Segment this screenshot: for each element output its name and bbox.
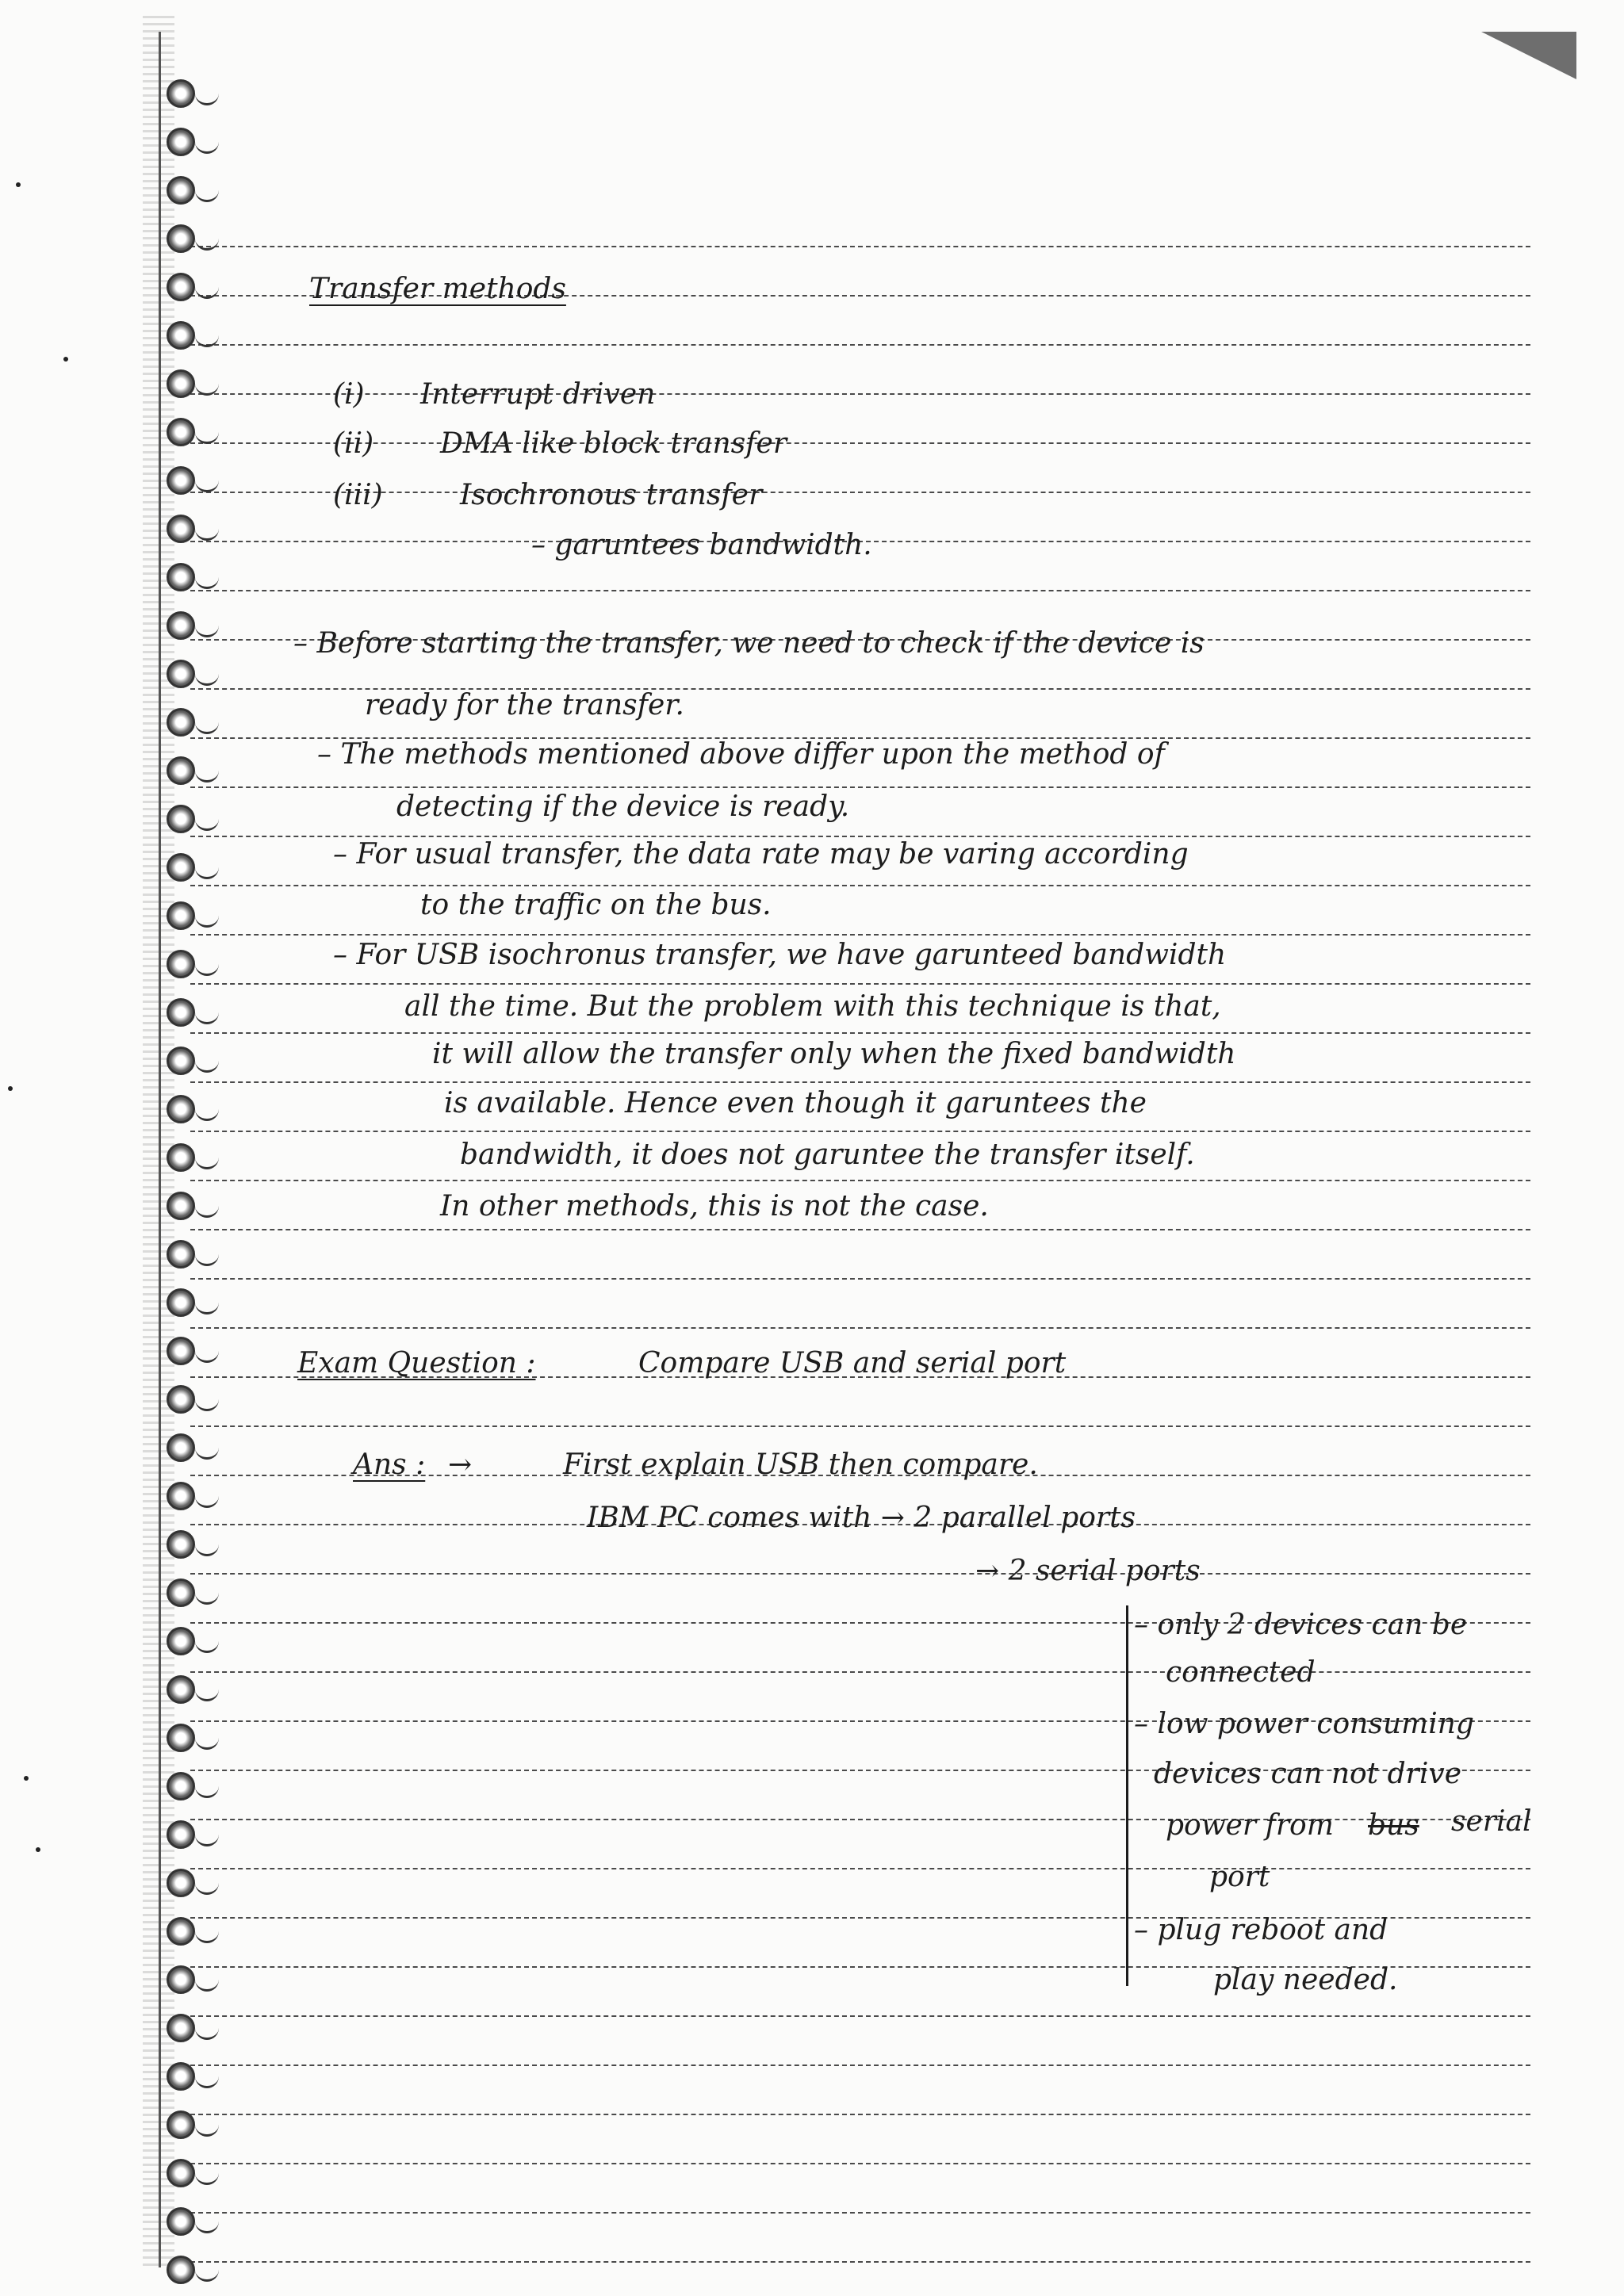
spiral-hook bbox=[195, 1446, 219, 1460]
serial-point: – only 2 devices can be bbox=[1134, 1609, 1468, 1641]
heading-transfer-methods: Transfer methods bbox=[309, 273, 566, 305]
scan-speck bbox=[36, 1847, 40, 1852]
serial-point: play needed. bbox=[1213, 1964, 1398, 1996]
answer-line: → 2 serial ports bbox=[975, 1555, 1201, 1587]
ruled-line bbox=[190, 2261, 1530, 2263]
ruled-line bbox=[190, 1425, 1530, 1427]
spiral-hook bbox=[195, 769, 219, 783]
spiral-hook bbox=[195, 1688, 219, 1701]
spiral-hook bbox=[195, 914, 219, 928]
spiral-hook bbox=[195, 2172, 219, 2185]
struck-word: bus bbox=[1368, 1809, 1419, 1842]
spiral-hook bbox=[195, 866, 219, 879]
spiral-hook bbox=[195, 672, 219, 686]
spiral-hole bbox=[167, 1288, 195, 1317]
ruled-line bbox=[190, 1278, 1530, 1280]
spiral-hook bbox=[195, 92, 219, 105]
spiral-hole bbox=[167, 321, 195, 350]
spiral-hook bbox=[195, 285, 219, 299]
note-line: – For USB isochronus transfer, we have garunteed bandwidth bbox=[333, 939, 1227, 971]
ruled-line bbox=[190, 246, 1530, 247]
method-text: DMA like block transfer bbox=[440, 427, 787, 460]
answer-label: Ans : bbox=[353, 1448, 426, 1481]
spiral-hole bbox=[167, 2159, 195, 2187]
spiral-hook bbox=[195, 189, 219, 202]
spiral-hook bbox=[195, 237, 219, 251]
note-line: In other methods, this is not the case. bbox=[440, 1190, 989, 1223]
ruled-line bbox=[190, 2064, 1530, 2066]
spiral-hook bbox=[195, 2123, 219, 2137]
spiral-hole bbox=[167, 1869, 195, 1897]
spiral-hole bbox=[167, 1385, 195, 1414]
answer-arrow: → bbox=[448, 1448, 473, 1481]
spiral-hole bbox=[167, 853, 195, 882]
spiral-hook bbox=[195, 1011, 219, 1024]
ruled-line bbox=[190, 885, 1530, 886]
method-text: Interrupt driven bbox=[420, 378, 656, 411]
ruled-line bbox=[190, 1327, 1530, 1329]
ruled-line bbox=[190, 983, 1530, 985]
note-line: – The methods mentioned above differ upon the method of bbox=[317, 738, 1165, 771]
spiral-hole bbox=[167, 2062, 195, 2091]
method-number: (i) bbox=[333, 378, 365, 411]
ruled-line bbox=[190, 1573, 1530, 1575]
serial-point: port bbox=[1209, 1861, 1270, 1893]
brace-line bbox=[1126, 1605, 1128, 1986]
spiral-hole bbox=[167, 1095, 195, 1123]
spiral-hole bbox=[167, 660, 195, 688]
note-line: to the traffic on the bus. bbox=[420, 889, 772, 921]
spiral-hook bbox=[195, 1059, 219, 1073]
spiral-hook bbox=[195, 1253, 219, 1266]
serial-point: connected bbox=[1166, 1656, 1316, 1689]
spiral-hook bbox=[195, 1543, 219, 1556]
spiral-hole bbox=[167, 176, 195, 205]
folded-corner bbox=[1481, 32, 1576, 79]
spiral-hole bbox=[167, 1240, 195, 1269]
note-line: – For usual transfer, the data rate may be varing according bbox=[333, 838, 1189, 871]
spiral-hole bbox=[167, 418, 195, 446]
spiral-hook bbox=[195, 721, 219, 734]
spiral-hole bbox=[167, 950, 195, 978]
spiral-hook bbox=[195, 1736, 219, 1750]
spiral-hook bbox=[195, 479, 219, 492]
exam-question-label: Exam Question : bbox=[297, 1347, 536, 1380]
spiral-hole bbox=[167, 1724, 195, 1752]
spiral-hole bbox=[167, 1482, 195, 1510]
serial-point: – low power consuming bbox=[1134, 1708, 1474, 1740]
ruled-line bbox=[190, 1131, 1530, 1132]
spiral-hole bbox=[167, 128, 195, 156]
answer-line: First explain USB then compare. bbox=[563, 1448, 1038, 1481]
spiral-hole bbox=[167, 466, 195, 495]
ruled-line bbox=[190, 934, 1530, 936]
note-line: bandwidth, it does not garuntee the transfer itself. bbox=[460, 1138, 1195, 1171]
spiral-hole bbox=[167, 515, 195, 543]
spiral-hook bbox=[195, 1204, 219, 1218]
spiral-hook bbox=[195, 1930, 219, 1943]
spiral-hole bbox=[167, 998, 195, 1027]
spiral-hole bbox=[167, 369, 195, 398]
margin-line bbox=[159, 32, 161, 2267]
ruled-line bbox=[190, 590, 1530, 591]
spiral-hook bbox=[195, 624, 219, 637]
scan-speck bbox=[16, 182, 21, 187]
spiral-hole bbox=[167, 611, 195, 640]
spiral-hole bbox=[167, 1965, 195, 1994]
spiral-hook bbox=[195, 1881, 219, 1895]
serial-point: power from bbox=[1166, 1809, 1334, 1842]
spiral-hole bbox=[167, 224, 195, 253]
serial-point: devices can not drive bbox=[1154, 1758, 1462, 1790]
ruled-line bbox=[190, 344, 1530, 346]
note-line: ready for the transfer. bbox=[365, 689, 684, 721]
note-line: all the time. But the problem with this technique is that, bbox=[404, 990, 1221, 1023]
ruled-line bbox=[190, 2114, 1530, 2115]
spiral-hole bbox=[167, 756, 195, 785]
spiral-hook bbox=[195, 1640, 219, 1653]
spiral-hole bbox=[167, 2256, 195, 2284]
spiral-hole bbox=[167, 1143, 195, 1172]
ruled-line bbox=[190, 1032, 1530, 1034]
spiral-hook bbox=[195, 527, 219, 541]
spiral-hook bbox=[195, 817, 219, 831]
spiral-hook bbox=[195, 1108, 219, 1121]
spiral-hole bbox=[167, 1530, 195, 1559]
method-subnote: – garuntees bandwidth. bbox=[531, 529, 872, 561]
ruled-line bbox=[190, 1081, 1530, 1083]
ruled-line bbox=[190, 836, 1530, 837]
spiral-hook bbox=[195, 1494, 219, 1508]
spiral-hole bbox=[167, 2110, 195, 2139]
scan-speck bbox=[63, 357, 68, 362]
method-number: (iii) bbox=[333, 479, 383, 511]
spiral-hook bbox=[195, 1591, 219, 1605]
method-text: Isochronous transfer bbox=[460, 479, 763, 511]
spiral-hole bbox=[167, 1627, 195, 1655]
scan-speck bbox=[24, 1776, 29, 1781]
spiral-hook bbox=[195, 576, 219, 589]
spiral-hook bbox=[195, 2075, 219, 2088]
spiral-hook bbox=[195, 140, 219, 154]
exam-question-text: Compare USB and serial port bbox=[638, 1347, 1067, 1380]
ruled-line bbox=[190, 2212, 1530, 2214]
spiral-hole bbox=[167, 563, 195, 591]
spiral-hook bbox=[195, 2026, 219, 2040]
spiral-hole bbox=[167, 1433, 195, 1462]
spiral-hole bbox=[167, 1192, 195, 1220]
ruled-line bbox=[190, 1671, 1530, 1673]
spiral-hole bbox=[167, 79, 195, 108]
spiral-hole bbox=[167, 1772, 195, 1800]
ruled-line bbox=[190, 2163, 1530, 2164]
spiral-hook bbox=[195, 1978, 219, 1992]
ruled-line bbox=[190, 492, 1530, 493]
answer-line: IBM PC comes with → 2 parallel ports bbox=[587, 1502, 1136, 1534]
serial-point: serial bbox=[1451, 1805, 1532, 1838]
spiral-hook bbox=[195, 1785, 219, 1798]
ruled-line bbox=[190, 2015, 1530, 2017]
ruled-line bbox=[190, 393, 1530, 395]
spiral-hook bbox=[195, 1301, 219, 1314]
spiral-hole bbox=[167, 901, 195, 930]
spiral-hook bbox=[195, 962, 219, 976]
spiral-hole bbox=[167, 1578, 195, 1607]
note-line: is available. Hence even though it garuntees the bbox=[444, 1087, 1147, 1119]
spiral-hole bbox=[167, 805, 195, 833]
note-line: it will allow the transfer only when the fixed bandwidth bbox=[432, 1038, 1236, 1070]
spiral-hole bbox=[167, 1337, 195, 1365]
ruled-line bbox=[190, 1868, 1530, 1869]
spiral-hole bbox=[167, 1917, 195, 1946]
spiral-hook bbox=[195, 2220, 219, 2233]
spiral-hook bbox=[195, 1833, 219, 1846]
spiral-hole bbox=[167, 2207, 195, 2236]
method-number: (ii) bbox=[333, 427, 374, 460]
ruled-line bbox=[190, 442, 1530, 444]
spiral-hole bbox=[167, 1820, 195, 1849]
note-line: detecting if the device is ready. bbox=[396, 790, 850, 823]
serial-point: – plug reboot and bbox=[1134, 1914, 1388, 1946]
ruled-line bbox=[190, 1229, 1530, 1230]
spiral-hook bbox=[195, 1156, 219, 1169]
note-line: – Before starting the transfer, we need to check if the device is bbox=[293, 627, 1205, 660]
spiral-hole bbox=[167, 1675, 195, 1704]
spiral-hook bbox=[195, 2268, 219, 2282]
scan-speck bbox=[8, 1086, 13, 1091]
spiral-hole bbox=[167, 1047, 195, 1075]
ruled-line bbox=[190, 786, 1530, 788]
spiral-hook bbox=[195, 1398, 219, 1411]
spiral-hole bbox=[167, 273, 195, 301]
spiral-hole bbox=[167, 2014, 195, 2042]
spiral-hook bbox=[195, 1349, 219, 1363]
ruled-line bbox=[190, 1180, 1530, 1181]
spiral-hole bbox=[167, 708, 195, 737]
